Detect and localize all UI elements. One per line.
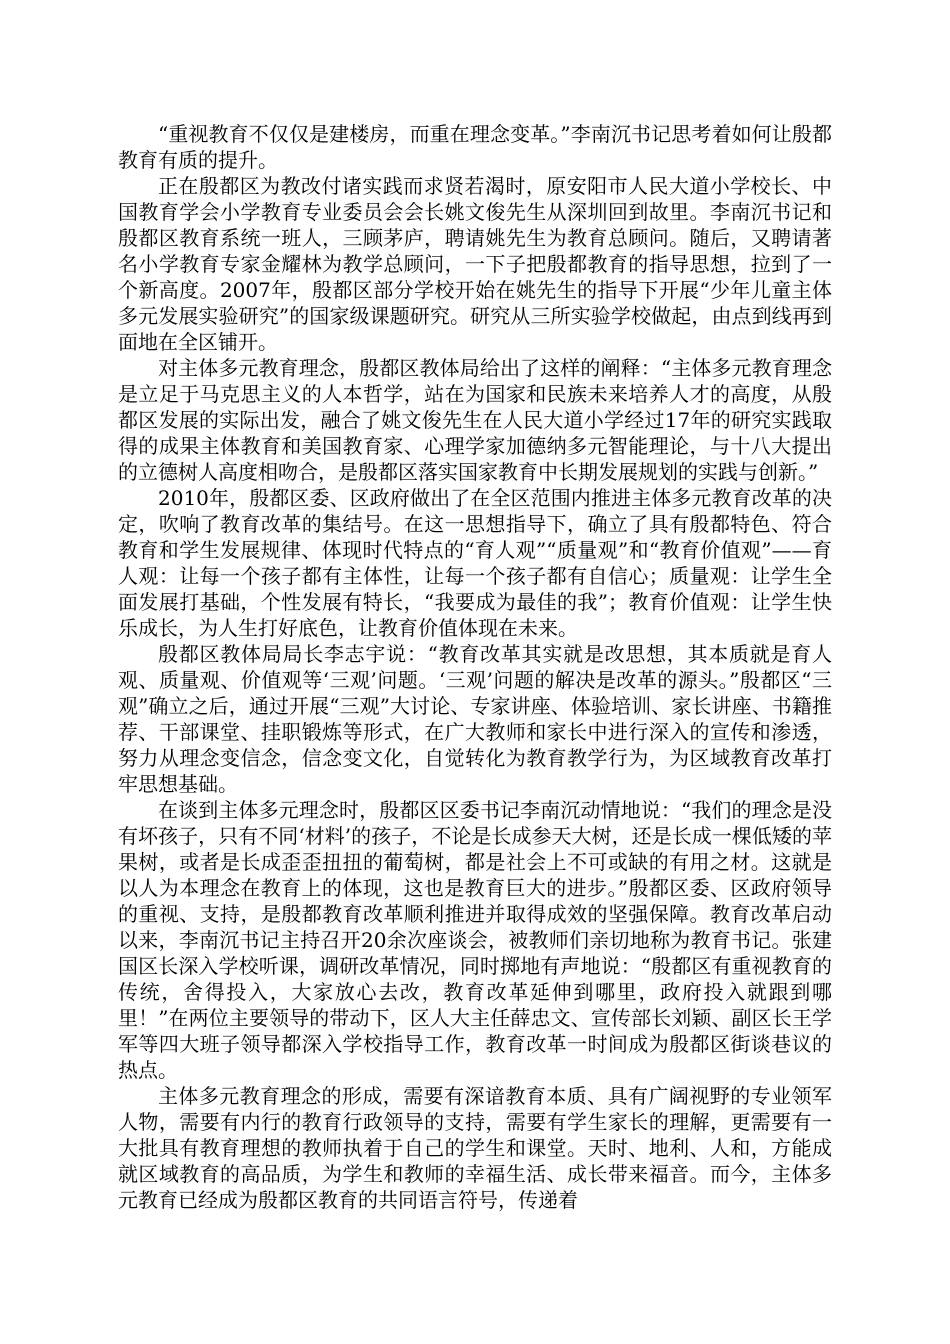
paragraph: 在谈到主体多元理念时，殷都区区委书记李南沉动情地说：“我们的理念是没有坏孩子，只有不同‘材料’的孩子，不论是长成参天大树，还是长成一棵低矮的苹果树，或者是长成歪歪扭扭的葡萄树，都是社会上不可或缺的有用之材。这就是以人为本理念在教育上的体现，这也是教育巨大的进步。”殷都区委、区政府领导的重视、支持，是殷都教育改革顺利推进并取得成效的坚强保障。教育改革启动以来，李南沉书记主持召开20余次座谈会，被教师们亲切地称为教育书记。张建国区长深入学校听课，调研改革情况，同时掷地有声地说：“殷都区有重视教育的传统，舍得投入，大家放心去改，教育改革延伸到哪里，政府投入就跟到哪里！”在两位主要领导的带动下，区人大主任薛忠文、宣传部长刘颖、副区长王学军等四大班子领导都深入学校指导工作，教育改革一时间成为殷都区街谈巷议的热点。 (118, 798, 832, 1082)
document-body (118, 121, 832, 1213)
paragraph: 正在殷都区为教改付诸实践而求贤若渴时，原安阳市人民大道小学校长、中国教育学会小学教育专业委员会会长姚文俊先生从深圳回到故里。李南沉书记和殷都区教育系统一班人，三顾茅庐，聘请姚先生为教育总顾问。随后，又聘请著名小学教育专家金耀林为教学总顾问，一下子把殷都教育的指导思想，拉到了一个新高度。2007年，殷都区部分学校开始在姚先生的指导下开展“少年儿童主体多元发展实验研究”的国家级课题研究。研究从三所实验学校做起，由点到线再到面地在全区铺开。 (118, 174, 832, 354)
paragraph: 对主体多元教育理念，殷都区教体局给出了这样的阐释：“主体多元教育理念是立足于马克思主义的人本哲学，站在为国家和民族未来培养人才的高度，从殷都区发展的实际出发，融合了姚文俊先生在人民大道小学经过17年的研究实践取得的成果主体教育和美国教育家、心理学家加德纳多元智能理论，与十八大提出的立德树人高度相吻合，是殷都区落实国家教育中长期发展规划的实践与创新。” (118, 356, 832, 484)
paragraph: 殷都区教体局局长李志宇说：“教育改革其实就是改思想，其本质就是育人观、质量观、价值观等‘三观’问题。‘三观’问题的解决是改革的源头。”殷都区“三观”确立之后，通过开展“三观”大讨论、专家讲座、体验培训、家长讲座、书籍推荐、干部课堂、挂职锻炼等形式，在广大教师和家长中进行深入的宣传和渗透，努力从理念变信念，信念变文化，自觉转化为教育教学行为，为区域教育改革打牢思想基础。 (118, 642, 832, 796)
paragraph: 2010年，殷都区委、区政府做出了在全区范围内推进主体多元教育改革的决定，吹响了教育改革的集结号。在这一思想指导下，确立了具有殷都特色、符合教育和学生发展规律、体现时代特点的“育人观”“质量观”和“教育价值观”——育人观：让每一个孩子都有主体性，让每一个孩子都有自信心；质量观：让学生全面发展打基础，个性发展有特长，“我要成为最佳的我”；教育价值观：让学生快乐成长，为人生打好底色，让教育价值体现在未来。 (118, 486, 832, 640)
paragraph: 主体多元教育理念的形成，需要有深谙教育本质、具有广阔视野的专业领军人物，需要有内行的教育行政领导的支持，需要有学生家长的理解，更需要有一大批具有教育理想的教师执着于自己的学生和课堂。天时、地利、人和，方能成就区域教育的高品质，为学生和教师的幸福生活、成长带来福音。而今，主体多元教育已经成为殷都区教育的共同语言符号，传递着 (118, 1084, 832, 1212)
paragraph: “重视教育不仅仅是建楼房，而重在理念变革。”李南沉书记思考着如何让殷都教育有质的提升。 (118, 122, 832, 172)
